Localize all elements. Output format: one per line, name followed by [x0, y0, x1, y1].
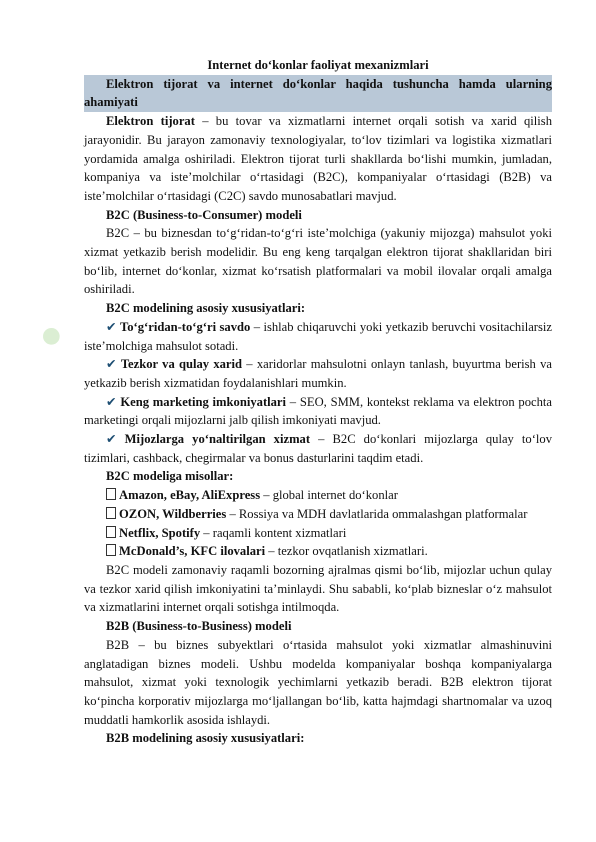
missing-glyph-icon [106, 544, 116, 556]
list-item: OZON, Wildberries – Rossiya va MDH davlatlarida ommalashgan platformalar [84, 505, 552, 524]
check-icon: ✔ [106, 319, 117, 334]
document-page [84, 56, 552, 748]
list-item: Amazon, eBay, AliExpress – global internet do‘konlar [84, 486, 552, 505]
list-item: ✔ Keng marketing imkoniyatlari – SEO, SMM, kontekst reklama va elektron pochta marketingi orqali mijozlarni jalb qilish imkoniyati mavjud. [84, 394, 552, 428]
paragraph: B2C – bu biznesdan to‘g‘ridan-to‘g‘ri iste’molchiga (yakuniy mijozga) mahsulot yoki xizmat yetkazib berish modelidir. Bu eng keng tarqalgan elektron tijorat shakllaridan biri bo‘lib, internet do‘konlar, xizmat ko‘rsatish platformalari va mobil ilovalar orqali amalga oshiriladi. [84, 226, 552, 297]
paragraph: B2C modeli zamonaviy raqamli bozorning ajralmas qismi bo‘lib, mijozlar uchun qulay va tezkor xarid qilish imkoniyatini ta’minlaydi. Shu sababli, ko‘plab bizneslar o‘z mahsulot va xizmatlarini internet orqali sotishga intilmoqda. [84, 562, 552, 615]
list-item: ✔ To‘g‘ridan-to‘g‘ri savdo – ishlab chiqaruvchi yoki yetkazib beruvchi vositachilarsiz iste’molchiga mahsulot sotadi. [84, 319, 552, 353]
list-item: ✔ Tezkor va qulay xarid – xaridorlar mahsulotni onlayn tanlash, buyurtma berish va yetkazib berish xizmatidan foydalanishlari mumkin. [84, 357, 552, 390]
b2c-features-heading: B2C modelining asosiy xususiyatlari: [106, 301, 306, 316]
paragraph: Elektron tijorat – bu tovar va xizmatlarni internet orqali sotish va xarid qilish jarayonidir. Bu jarayon zamonaviy texnologiyalar, to‘lov tizimlari va logistika xizmatlari yordamida amalga oshiriladi. Elektron tijorat turli shakllarda bo‘lishi mumkin, jumladan, kompaniya va iste’molchilar o‘rtasidagi (B2C), kompaniyalar o‘rtasidagi (B2B) va iste’molchilar o‘rtasidagi (C2C) savdo munosabatlari mavjud. [84, 114, 553, 203]
missing-glyph-icon [106, 488, 116, 500]
list-item: McDonald’s, KFC ilovalari – tezkor ovqatlanish xizmatlari. [84, 542, 552, 561]
b2b-features-heading: B2B modelining asosiy xususiyatlari: [106, 731, 305, 746]
b2c-heading: B2C (Business-to-Consumer) modeli [106, 207, 302, 222]
check-icon: ✔ [106, 432, 117, 447]
b2c-examples-heading: B2C modeliga misollar: [106, 469, 234, 484]
b2b-heading: B2B (Business-to-Business) modeli [106, 619, 292, 634]
missing-glyph-icon [106, 526, 116, 538]
section-heading: Elektron tijorat va internet do‘konlar haqida tushuncha hamda ularning ahamiyati [84, 75, 552, 112]
list-item: ✔ Mijozlarga yo‘naltirilgan xizmat – B2C do‘konlari mijozlarga qulay to‘lov tizimlari, cashback, chegirmalar va bonus dasturlarini taqdim etadi. [84, 432, 553, 465]
check-icon: ✔ [106, 357, 117, 372]
check-icon: ✔ [106, 394, 117, 409]
missing-glyph-icon [106, 507, 116, 519]
paragraph: B2B – bu biznes subyektlari o‘rtasida mahsulot yoki xizmatlar almashinuvini anglatadigan biznes modeli. Ushbu modelda kompaniyalar boshqa kompaniyalarga mahsulot, xizmat yoki texnologik yechimlarni yetkazib beradi. B2B elektron tijorat ko‘pincha korporativ mijozlarga mo‘ljallangan bo‘lib, katta hajmdagi shartnomalar va uzoq muddatli hamkorlik asosida ishlaydi. [84, 637, 552, 727]
list-item: Netflix, Spotify – raqamli kontent xizmatlari [84, 524, 552, 543]
page-title: Internet do‘konlar faoliyat mexanizmlari [207, 58, 429, 72]
watermark: • [22, 299, 86, 368]
